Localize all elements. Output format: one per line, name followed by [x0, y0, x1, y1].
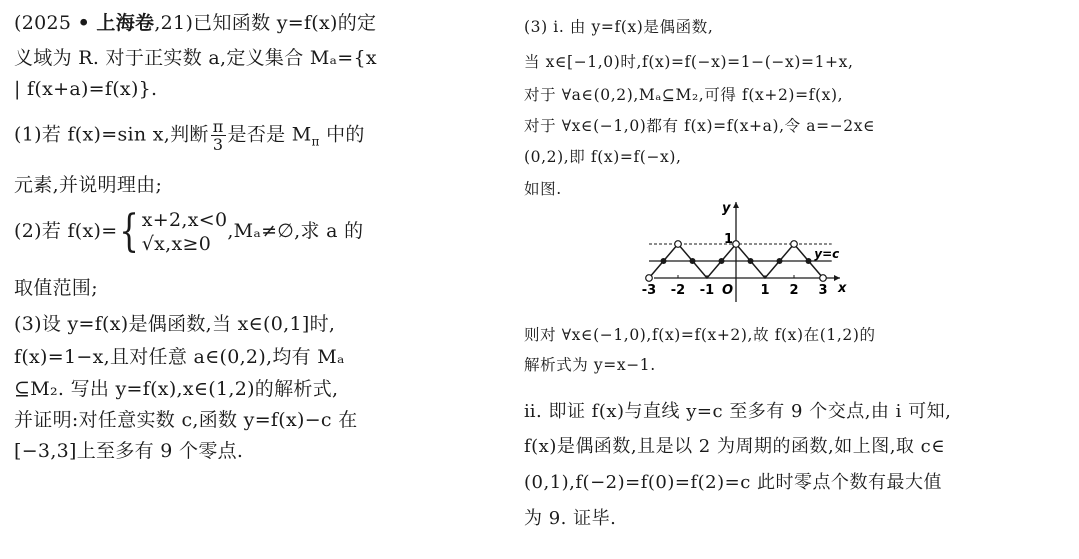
x-tick-label: 3	[818, 283, 828, 298]
solution-line-12: 为 9. 证毕.	[524, 508, 617, 529]
x-tick-label: -2	[670, 283, 686, 298]
question-3-line-2: f(x)=1−x,且对任意 a∈(0,2),均有 Mₐ	[14, 346, 345, 368]
x-tick-label: -1	[699, 283, 715, 298]
solution-line-3: 对于 ∀a∈(0,2),Mₐ⊆M₂,可得 f(x+2)=f(x),	[524, 86, 844, 104]
piecewise-cases	[142, 208, 228, 256]
y-axis-arrow	[733, 202, 739, 208]
x-tick-label: -3	[641, 283, 657, 298]
problem-line-3: | f(x+a)=f(x)}.	[14, 78, 158, 100]
q1-text-3: 中的	[319, 123, 365, 146]
question-3-line-5: [−3,3]上至多有 9 个零点.	[14, 440, 244, 462]
q2-text-2: ,Mₐ≠∅,求 a 的	[227, 220, 364, 242]
pi-over-3-fraction	[211, 118, 226, 153]
intersection-point	[806, 258, 812, 264]
solution-line-2: 当 x∈[−1,0)时,f(x)=f(−x)=1−(−x)=1+x,	[524, 53, 854, 71]
open-point	[733, 241, 740, 248]
question-3-line-1: (3)设 y=f(x)是偶函数,当 x∈(0,1]时,	[14, 313, 336, 335]
x-axis-label: x	[838, 281, 847, 296]
intersection-point	[748, 258, 754, 264]
q1-subscript: π	[311, 134, 320, 149]
origin-label: O	[722, 283, 734, 298]
solution-line-1: (3) ⅰ. 由 y=f(x)是偶函数,	[524, 18, 714, 36]
problem-text: 已知函数 y=f(x)的定	[193, 12, 377, 34]
intersection-point	[719, 258, 725, 264]
intersection-point	[690, 258, 696, 264]
function-graph	[641, 196, 850, 306]
open-point	[791, 241, 798, 248]
question-2	[14, 208, 363, 256]
source-prefix: (2025	[14, 12, 72, 34]
y-axis-label: y	[722, 201, 731, 216]
q1-text-2: 是否是 M	[227, 123, 312, 146]
question-3-line-4: 并证明:对任意实数 c,函数 y=f(x)−c 在	[14, 409, 358, 431]
solution-line-6: 如图.	[524, 180, 562, 198]
solution-line-4: 对于 ∀x∈(−1,0)都有 f(x)=f(x+a),令 a=−2x∈	[524, 117, 876, 135]
fraction-denominator: 3	[212, 135, 224, 154]
question-3-line-3: ⊆M₂. 写出 y=f(x),x∈(1,2)的解析式,	[14, 378, 339, 400]
case-1: x+2,x<0	[141, 209, 228, 231]
source-name: 上海卷	[96, 12, 155, 34]
solution-line-7: 则对 ∀x∈(−1,0),f(x)=f(x+2),故 f(x)在(1,2)的	[524, 326, 876, 344]
question-1-line-2: 元素,并说明理由;	[14, 174, 163, 196]
q2-text: (2)若 f(x)=	[14, 220, 118, 242]
question-2-line-2: 取值范围;	[14, 277, 98, 299]
intersection-point	[661, 258, 667, 264]
source-suffix: ,21)	[154, 12, 194, 34]
solution-line-11: (0,1),f(−2)=f(0)=f(2)=c 此时零点个数有最大值	[524, 472, 942, 493]
problem-line-1	[14, 8, 376, 35]
open-point	[820, 275, 827, 282]
solution-line-9: ⅱ. 即证 f(x)与直线 y=c 至多有 9 个交点,由 ⅰ 可知,	[524, 401, 952, 422]
y-tick-label-1: 1	[724, 232, 734, 247]
question-1	[14, 118, 365, 153]
fraction-numerator: π	[212, 117, 224, 136]
line-y-equals-c-label: y=c	[814, 247, 840, 261]
intersection-point	[777, 258, 783, 264]
x-tick-label: 2	[789, 283, 799, 298]
source-bullet: •	[77, 12, 91, 34]
piecewise-brace: {	[119, 206, 140, 257]
solution-line-5: (0,2),即 f(x)=f(−x),	[524, 148, 682, 166]
case-2: √x,x≥0	[141, 233, 212, 255]
problem-line-2: 义域为 R. 对于正实数 a,定义集合 Mₐ={x	[14, 47, 377, 69]
q1-text: (1)若 f(x)=sin x,判断	[14, 123, 209, 146]
open-point	[646, 275, 653, 282]
solution-line-10: f(x)是偶函数,且是以 2 为周期的函数,如上图,取 c∈	[524, 436, 946, 457]
open-point	[675, 241, 682, 248]
solution-line-8: 解析式为 y=x−1.	[524, 356, 656, 374]
x-tick-label: 1	[760, 283, 770, 298]
